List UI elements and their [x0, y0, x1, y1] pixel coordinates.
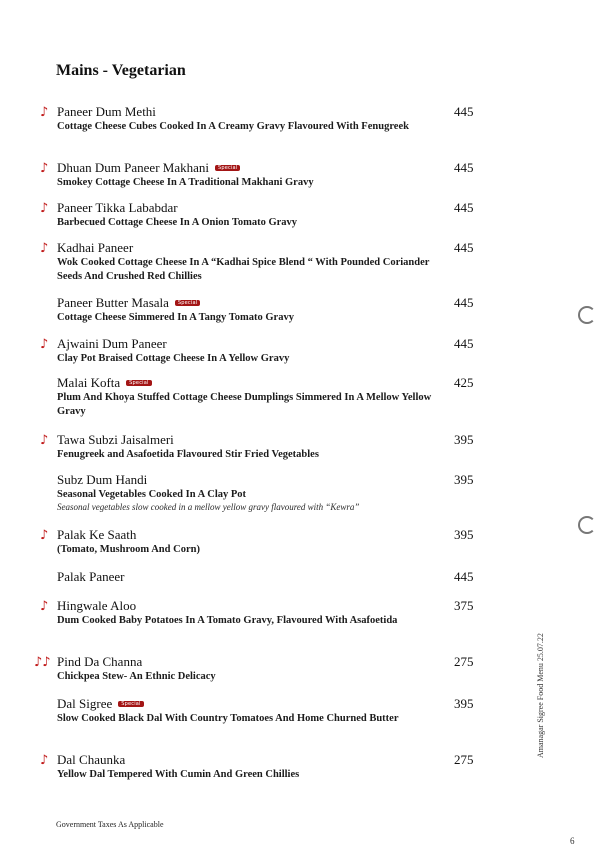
- menu-item-description: Cottage Cheese Simmered In A Tangy Tomato Gravy: [57, 312, 294, 323]
- menu-item-price: 395: [454, 696, 474, 711]
- binder-hole-icon: [578, 516, 596, 534]
- menu-item-name: [57, 336, 167, 352]
- menu-item-name-text: Tawa Subzi Jaisalmeri: [57, 432, 174, 447]
- page-number: 6: [570, 836, 575, 846]
- menu-item-name: [57, 654, 142, 670]
- chili-spicy-icon: ♪: [40, 433, 49, 448]
- menu-item-name-text: Dal Chaunka: [57, 752, 126, 767]
- chili-spicy-icon: ♪: [40, 753, 49, 768]
- menu-item-name-text: Ajwaini Dum Paneer: [57, 336, 167, 351]
- menu-item-description: Chickpea Stew- An Ethnic Delicacy: [57, 671, 216, 682]
- menu-item-name-text: Kadhai Paneer: [57, 240, 134, 255]
- tax-note: Government Taxes As Applicable: [56, 820, 164, 829]
- menu-item-name-text: Hingwale Aloo: [57, 598, 137, 613]
- menu-item-description: Wok Cooked Cottage Cheese In A “Kadhai Spice Blend “ With Pounded Coriander Seeds And Crushed Red Chillies: [57, 257, 430, 282]
- menu-item-name-text: Palak Paneer: [57, 569, 125, 584]
- menu-item-name: [57, 569, 125, 585]
- menu-item-price: 395: [454, 472, 474, 487]
- menu-item-price: 445: [454, 569, 474, 584]
- menu-item-name: [57, 752, 125, 768]
- menu-item-price: 425: [454, 375, 474, 390]
- menu-item-description: Fenugreek and Asafoetida Flavoured Stir Fried Vegetables: [57, 449, 319, 460]
- chili-spicy-icon: ♪: [40, 161, 49, 176]
- menu-item-price: 445: [454, 104, 474, 119]
- menu-item-description: Barbecued Cottage Cheese In A Onion Tomato Gravy: [57, 217, 298, 228]
- menu-item-name: [57, 375, 152, 391]
- chili-spicy-icon: ♪: [40, 201, 49, 216]
- chili-spicy-icon: ♪: [40, 599, 49, 614]
- menu-item-price: 275: [454, 752, 474, 767]
- side-label: Amanagar Sigree Food Menu 25.07.22: [536, 633, 545, 758]
- menu-item-name-text: Palak Ke Saath: [57, 527, 137, 542]
- menu-item-price: 445: [454, 200, 474, 215]
- binder-hole-icon: [578, 306, 596, 324]
- menu-item-price: 445: [454, 295, 474, 310]
- menu-item-name: [57, 527, 136, 543]
- menu-item-name-text: Dal Sigree: [57, 696, 113, 711]
- menu-item-description: Clay Pot Braised Cottage Cheese In A Yellow Gravy: [57, 353, 290, 364]
- menu-item-name: [57, 200, 178, 216]
- menu-item-description: Dum Cooked Baby Potatoes In A Tomato Gravy, Flavoured With Asafoetida: [57, 615, 398, 626]
- menu-item-price: 275: [454, 654, 474, 669]
- special-badge: Special: [118, 701, 143, 707]
- menu-item-name: [57, 472, 147, 488]
- menu-item-description: Seasonal Vegetables Cooked In A Clay Pot: [57, 489, 247, 500]
- chili-spicy-icon: ♪: [40, 528, 49, 543]
- menu-item-price: 395: [454, 432, 474, 447]
- special-badge: Special: [175, 300, 200, 306]
- menu-item-name-text: Dhuan Dum Paneer Makhani: [57, 160, 209, 175]
- menu-item-description: Yellow Dal Tempered With Cumin And Green Chillies: [57, 769, 300, 780]
- special-badge: Special: [126, 380, 151, 386]
- menu-item-name: [57, 598, 136, 614]
- chili-spicy-icon: ♪: [40, 337, 49, 352]
- menu-item-name: [57, 160, 240, 176]
- menu-item-note: Seasonal vegetables slow cooked in a mellow yellow gravy flavoured with “Kewra”: [57, 502, 360, 512]
- menu-item-name: [57, 240, 133, 256]
- menu-item-description: Cottage Cheese Cubes Cooked In A Creamy Gravy Flavoured With Fenugreek: [57, 121, 409, 132]
- menu-item-description: (Tomato, Mushroom And Corn): [57, 544, 200, 555]
- special-badge: Special: [215, 165, 240, 171]
- chili-spicy-icon: ♪♪: [34, 655, 51, 670]
- menu-item-name: [57, 295, 200, 311]
- chili-spicy-icon: ♪: [40, 105, 49, 120]
- menu-item-price: 445: [454, 336, 474, 351]
- chili-spicy-icon: ♪: [40, 241, 49, 256]
- menu-item-description: Slow Cooked Black Dal With Country Tomatoes And Home Churned Butter: [57, 713, 399, 724]
- menu-item-price: 445: [454, 240, 474, 255]
- menu-item-price: 445: [454, 160, 474, 175]
- menu-item-name: [57, 432, 174, 448]
- page-title: Mains - Vegetarian: [56, 62, 186, 79]
- menu-item-name-text: Paneer Dum Methi: [57, 104, 156, 119]
- menu-item-description: Smokey Cottage Cheese In A Traditional Makhani Gravy: [57, 177, 314, 188]
- menu-item-description: Plum And Khoya Stuffed Cottage Cheese Dumplings Simmered In A Mellow Yellow Gravy: [57, 392, 432, 417]
- menu-item-name: [57, 104, 156, 120]
- menu-item-price: 395: [454, 527, 474, 542]
- menu-item-name: [57, 696, 144, 712]
- menu-item-price: 375: [454, 598, 474, 613]
- menu-item-name-text: Subz Dum Handi: [57, 472, 148, 487]
- menu-item-name-text: Paneer Tikka Lababdar: [57, 200, 178, 215]
- menu-item-name-text: Paneer Butter Masala: [57, 295, 169, 310]
- menu-item-name-text: Pind Da Channa: [57, 654, 143, 669]
- menu-item-name-text: Malai Kofta: [57, 375, 121, 390]
